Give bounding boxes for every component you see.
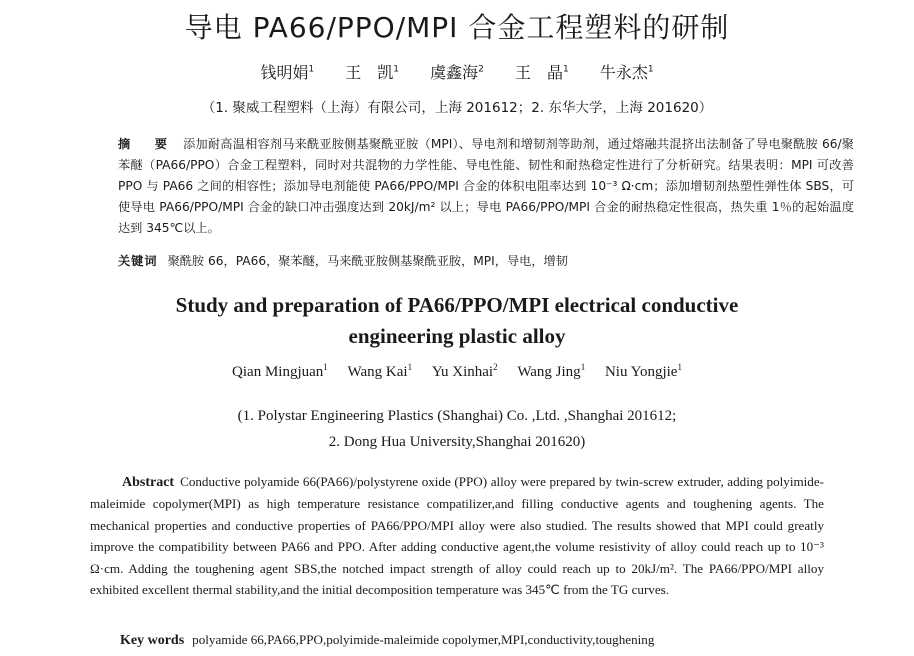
author-affil-mark: 2 (478, 64, 484, 75)
author-name: 王 晶 (514, 63, 563, 82)
english-affiliation-line-1: (1. Polystar Engineering Plastics (Shanghai) Co. ,Ltd. ,Shanghai 201612; (237, 408, 677, 424)
author-affil-mark: 1 (407, 362, 413, 372)
author-name: Yu Xinhai (431, 364, 494, 380)
chinese-title: 导电 PA66/PPO/MPI 合金工程塑料的研制 (184, 11, 730, 44)
chinese-abstract (90, 134, 854, 239)
chinese-abstract-label: 摘 要 (118, 137, 174, 151)
author-name: Wang Kai (347, 364, 408, 380)
author-name: 牛永杰 (599, 63, 648, 82)
english-author (232, 364, 328, 380)
english-title-line-2: engineering plastic alloy (348, 324, 566, 348)
english-title-line-1: Study and preparation of PA66/PPO/MPI electrical conductive (175, 293, 739, 317)
chinese-affiliation: （1. 聚威工程塑料（上海）有限公司，上海 201612；2. 东华大学，上海 201620） (201, 100, 713, 116)
english-abstract (90, 471, 824, 600)
chinese-keywords-label: 关键词 (118, 254, 158, 268)
english-author-list (0, 364, 914, 381)
author-name: Niu Yongjie (604, 364, 678, 380)
author-affil-mark: 1 (647, 64, 654, 75)
english-abstract-text: Conductive polyamide 66(PA66)/polystyrene oxide (PPO) alloy were prepared by twin-screw extruder, adding polyimide-maleimide copolymer(MPI) as high temperature resistance compatilizer,and filling conductive agents and toughening agents. The mechanical properties and conductive properties of PA66/PPO/MPI alloy were also studied. The results showed that MPI could greatly improve the compatibility between PA66 and PPO. After adding conductive agent,the volume resistivity of alloy could reach up to 10⁻³ Ω·cm. Adding the toughening agent SBS,the notched impact strength of alloy could reach up to 20kJ/m². The PA66/PPO/MPI alloy exhibited excellent thermal stability,and the initial decomposition temperature was 345℃ from the TG curves. (90, 474, 824, 598)
author-affil-mark: 1 (308, 64, 315, 75)
chinese-author (430, 63, 484, 82)
author-affil-mark: 1 (677, 362, 682, 372)
chinese-author-list (0, 60, 914, 83)
english-keywords-text: polyamide 66,PA66,PPO,polyimide-maleimide copolymer,MPI,conductivity,toughening (192, 632, 655, 647)
chinese-abstract-text: 添加耐高温相容剂马来酰亚胺侧基聚酰亚胺（MPI）、导电剂和增韧剂等助剂，通过熔融共混挤出法制备了导电聚酰胺 66/聚苯醚（PA66/PPO）合金工程塑料，同时对共混物的力学性能、导电性能、韧性和耐热稳定性进行了分析研究。结果表明：MPI 可改善 PPO 与 PA66 之间的相容性；添加导电剂能使 PA66/PPO/MPI 合金的体积电阻率达到 10⁻³ Ω·cm；添加增韧剂热塑性弹性体 SBS，可使导电 PA66/PPO/MPI 合金的缺口冲击强度达到 20kJ/m² 以上；导电 PA66/PPO/MPI 合金的耐热稳定性很高，热失重 1％的起始温度达到 345℃以上。 (118, 137, 855, 235)
author-affil-mark: 1 (323, 362, 328, 372)
author-affil-mark: 1 (562, 64, 569, 75)
english-affiliation-line-2: 2. Dong Hua University,Shanghai 201620) (328, 434, 586, 450)
author-affil-mark: 1 (580, 362, 586, 372)
english-author (432, 364, 498, 380)
english-abstract-label: Abstract (122, 475, 175, 490)
author-name: Wang Jing (517, 364, 581, 380)
english-title (0, 290, 914, 352)
english-keywords (120, 632, 824, 649)
author-affil-mark: 2 (493, 362, 498, 372)
english-author (517, 364, 585, 380)
author-affil-mark: 1 (393, 64, 400, 75)
chinese-keywords (90, 252, 854, 269)
english-keywords-label: Key words (120, 633, 185, 648)
author-name: 钱明娟 (260, 63, 309, 82)
chinese-author (515, 63, 569, 82)
english-author (605, 364, 682, 380)
author-name: 虞鑫海 (430, 63, 479, 82)
chinese-keywords-text: 聚酰胺 66，PA66，聚苯醚，马来酰亚胺侧基聚酰亚胺，MPI，导电，增韧 (167, 254, 568, 268)
chinese-author (600, 63, 654, 82)
english-affiliation (0, 403, 914, 455)
author-name: 王 凯 (345, 63, 394, 82)
chinese-author (345, 63, 399, 82)
author-name: Qian Mingjuan (232, 364, 324, 380)
chinese-author (260, 63, 314, 82)
english-author (348, 364, 413, 380)
